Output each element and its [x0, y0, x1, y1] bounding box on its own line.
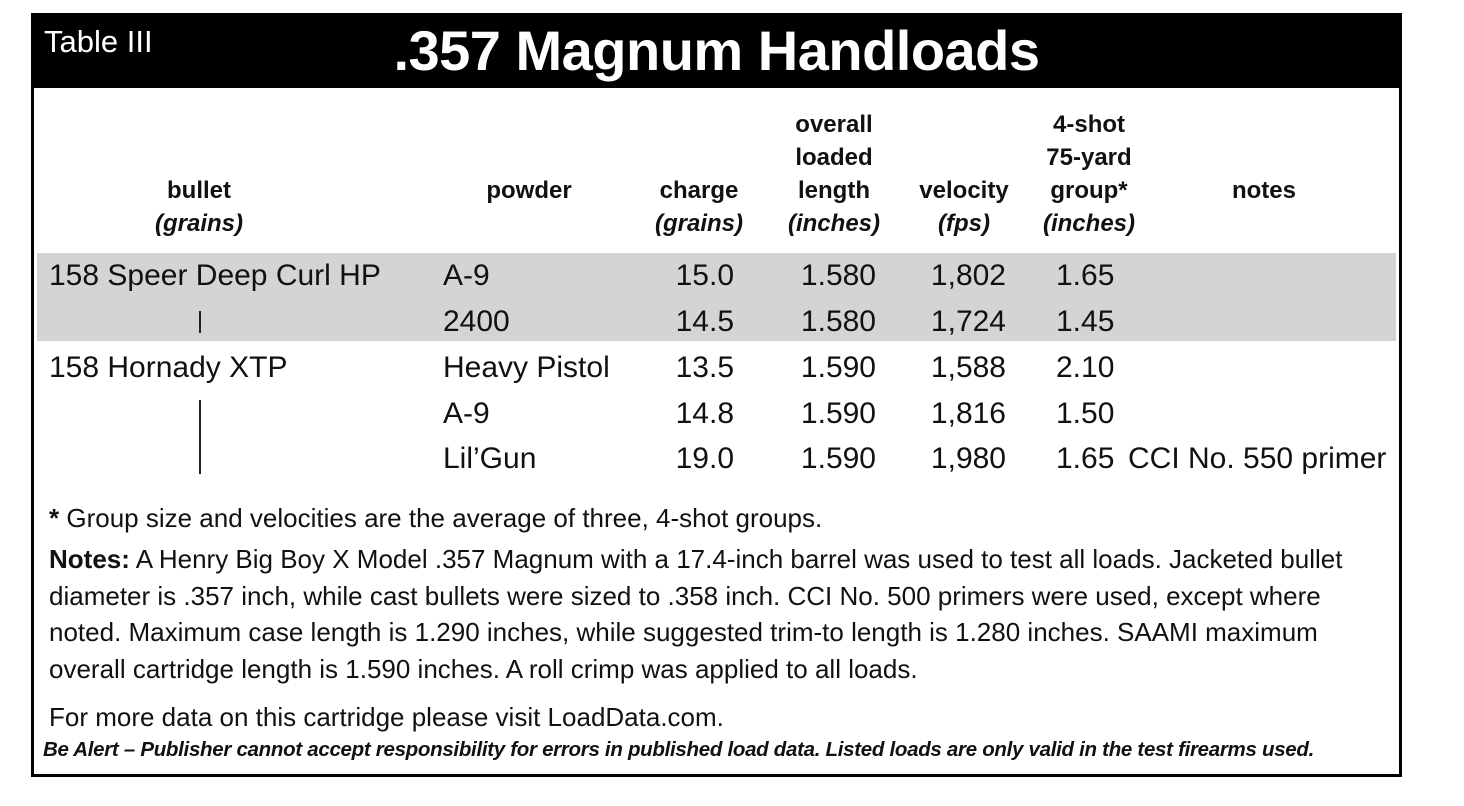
cell-velocity: 1,724 — [930, 305, 1006, 338]
cell-group: 1.50 — [1056, 397, 1115, 430]
header-line: powder — [486, 177, 572, 204]
footnote — [49, 500, 1389, 537]
cell-group: 1.65 — [1056, 259, 1115, 292]
table-title: .357 Magnum Handloads — [393, 19, 1040, 82]
load-data-table — [31, 13, 1402, 777]
cell-charge: 14.5 — [675, 305, 734, 338]
header-line: length — [798, 177, 870, 204]
header-charge — [639, 102, 759, 240]
cell-bullet: 158 Speer Deep Curl HP — [49, 259, 381, 292]
cell-oal: 1.590 — [800, 351, 876, 384]
cell-charge: 15.0 — [675, 259, 734, 292]
cell-group: 1.45 — [1056, 305, 1115, 338]
cell-velocity: 1,816 — [930, 397, 1006, 430]
notes-label: Notes: — [49, 544, 130, 574]
cell-group: 2.10 — [1056, 351, 1115, 384]
same-bullet-marker — [199, 400, 201, 474]
cell-notes: CCI No. 550 primer — [1128, 442, 1387, 475]
header-notes — [1214, 102, 1314, 240]
header-bullet — [129, 102, 269, 240]
header-line: overall — [795, 111, 873, 138]
header-unit: (grains) — [654, 210, 743, 237]
notes-text: A Henry Big Boy X Model .357 Magnum with a 17.4-inch barrel was used to test all loads. Jacketed bullet diameter is .357 inch, while cast bullets were sized to .358 inch. CCI No. 500 primers were used, except where noted. Maximum case length is 1.290 inches, while suggested trim-to length is 1.280 inches. SAAMI maximum overall cartridge length is 1.590 inches. A roll crimp was applied to all loads. — [49, 544, 1343, 684]
header-unit: (inches) — [1042, 210, 1135, 237]
cell-oal: 1.590 — [800, 397, 876, 430]
cell-charge: 14.8 — [675, 397, 734, 430]
table-label: Table III — [44, 24, 153, 59]
title-bar — [34, 16, 1399, 88]
header-unit: (fps) — [938, 210, 990, 237]
cell-powder: Lil’Gun — [443, 442, 537, 475]
header-line: 75-yard — [1046, 144, 1132, 171]
header-velocity — [909, 102, 1019, 240]
cell-charge: 13.5 — [675, 351, 734, 384]
header-group — [1034, 102, 1144, 240]
cell-powder: 2400 — [443, 305, 510, 338]
cell-oal: 1.580 — [800, 305, 876, 338]
header-unit: (grains) — [154, 210, 243, 237]
header-line: group* — [1050, 177, 1128, 204]
header-line: bullet — [167, 177, 231, 204]
header-line: loaded — [795, 144, 873, 171]
alert-disclaimer: Be Alert – Publisher cannot accept responsibility for errors in published load data. Listed loads are only valid in the test firearms used. — [43, 738, 1315, 761]
footnote-star: * — [49, 503, 60, 533]
header-unit: (inches) — [787, 210, 880, 237]
header-line: 4-shot — [1053, 111, 1125, 138]
header-powder — [464, 102, 594, 240]
cell-velocity: 1,980 — [930, 442, 1006, 475]
cell-velocity: 1,588 — [930, 351, 1006, 384]
header-line: charge — [659, 177, 739, 204]
notes-paragraph — [49, 541, 1389, 687]
cell-charge: 19.0 — [675, 442, 734, 475]
header-line: velocity — [919, 177, 1009, 204]
cell-powder: A-9 — [443, 397, 490, 430]
cell-oal: 1.580 — [800, 259, 876, 292]
cell-powder: Heavy Pistol — [443, 351, 610, 384]
header-line: notes — [1231, 177, 1296, 204]
footnote-text: Group size and velocities are the average of three, 4-shot groups. — [66, 503, 823, 533]
cell-group: 1.65 — [1056, 442, 1115, 475]
cell-powder: A-9 — [443, 259, 490, 292]
header-oal — [779, 102, 889, 240]
same-bullet-marker — [199, 311, 201, 333]
more-data-text: For more data on this cartridge please visit LoadData.com. — [49, 702, 724, 732]
cell-velocity: 1,802 — [930, 259, 1006, 292]
cell-bullet: 158 Hornady XTP — [49, 351, 288, 384]
cell-oal: 1.590 — [800, 442, 876, 475]
